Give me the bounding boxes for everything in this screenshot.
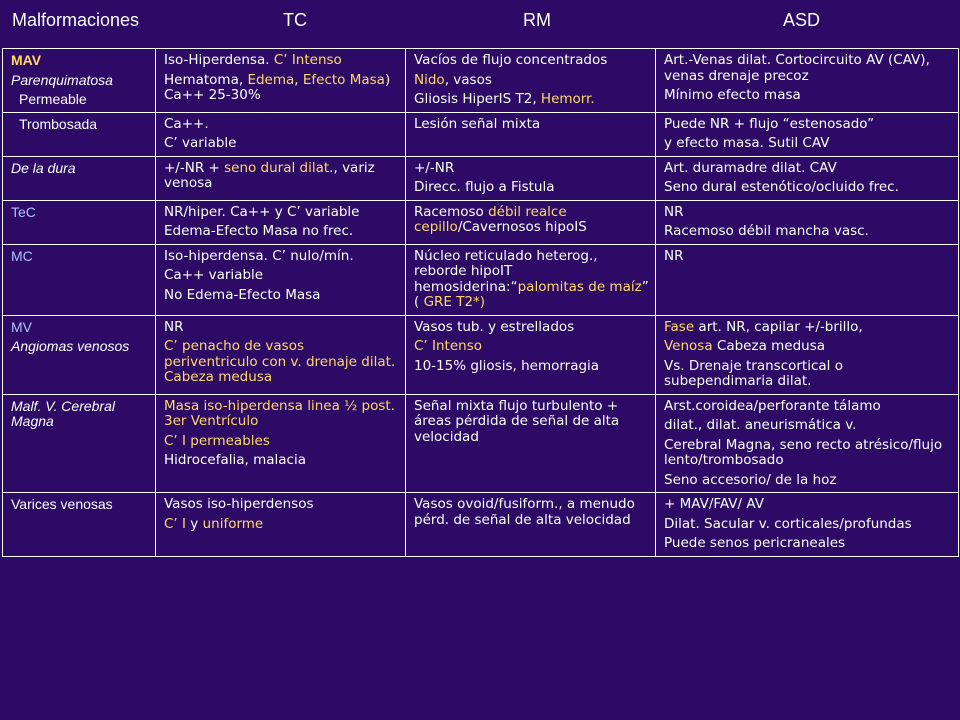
cell-label-varices	[3, 493, 156, 557]
text-tc-mav-2a: Hematoma,	[164, 71, 248, 88]
text-tc-mv-2a: C’ penacho de vasos periventriculo con v. drenaje dilat.	[164, 338, 396, 370]
text-tc-mav-1b: C’ Intenso	[273, 52, 342, 68]
cell-label-dura	[3, 156, 156, 200]
text-rm-tec-c: /Cavernosos hipoIS	[457, 219, 587, 235]
text-tc-varices-2b: y	[186, 515, 203, 532]
label-permeable: Permeable	[19, 91, 87, 107]
text-asd-galeno-4: Seno accesorio/ de la hoz	[664, 471, 837, 488]
text-rm-mv-1: Vasos tub. y estrellados	[414, 318, 575, 335]
label-mav: MAV	[11, 52, 42, 68]
cell-rm-varices	[406, 493, 656, 557]
cell-tc-galeno	[156, 394, 406, 493]
text-rm-tec-a: Racemoso	[414, 203, 489, 220]
text-tc-tec-1: NR/hiper. Ca++ y C’ variable	[164, 203, 360, 220]
text-asd-tec-1: NR	[664, 203, 684, 220]
text-tc-mc-3: No Edema-Efecto Masa	[164, 286, 321, 303]
text-asd-mv-3: Vs. Drenaje transcortical o subependimaria dilat.	[664, 357, 843, 389]
text-tc-mc-1: Iso-hiperdensa. C’ nulo/mín.	[164, 247, 354, 264]
text-asd-galeno-1: Arst.coroidea/perforante tálamo	[664, 397, 881, 414]
cell-asd-mc	[656, 244, 959, 315]
header-rm: RM	[523, 10, 551, 30]
cell-rm-trombosada	[406, 112, 656, 156]
text-asd-tec-2: Racemoso débil mancha vasc.	[664, 223, 869, 239]
header-tc: TC	[283, 10, 307, 30]
cell-rm-galeno	[406, 394, 656, 493]
text-rm-mav-3b: Hemorr.	[540, 91, 595, 107]
cell-asd-varices	[656, 493, 959, 557]
text-tc-tec-2: Edema-Efecto Masa no frec.	[164, 223, 354, 239]
cell-rm-tec	[406, 200, 656, 244]
header-asd: ASD	[783, 10, 821, 30]
label-trombosada: Trombosada	[19, 115, 98, 132]
text-tc-mav-1a: Iso-Hiperdensa.	[164, 52, 274, 68]
cell-asd-galeno	[656, 394, 959, 493]
text-asd-mv-1b: art. NR, capilar +/-brillo,	[694, 318, 863, 335]
cell-asd-dura	[656, 156, 959, 200]
text-asd-mav-1: Art.-Venas dilat. Cortocircuito AV (CAV), venas drenaje precoz	[664, 52, 930, 84]
text-rm-mav-3a: Gliosis HiperIS T2,	[414, 91, 541, 107]
cell-asd-trombosada	[656, 112, 959, 156]
table-header	[0, 0, 960, 42]
cell-tc-dura	[156, 156, 406, 200]
text-asd-galeno-3: Cerebral Magna, seno recto atrésico/flujo lento/trombosado	[664, 436, 943, 468]
label-galeno: Malf. V. Cerebral Magna	[11, 397, 115, 429]
cell-tc-tec	[156, 200, 406, 244]
text-asd-trombosada-1: Puede NR + flujo “estenosado”	[664, 115, 875, 132]
cell-tc-mav	[156, 49, 406, 113]
text-asd-dura-2: Seno dural estenótico/ocluido frec.	[664, 179, 899, 195]
text-rm-varices: Vasos ovoid/fusiform., a menudo pérd. de señal de alta velocidad	[414, 496, 635, 528]
text-asd-galeno-2: dilat., dilat. aneurismática v.	[664, 417, 857, 433]
text-rm-mc-c: ” (	[414, 278, 649, 310]
table-row-dura	[3, 156, 959, 200]
text-asd-mv-1a: Fase	[664, 318, 695, 335]
cell-label-trombosada	[3, 112, 156, 156]
table-row-tec	[3, 200, 959, 244]
text-tc-varices-1: Vasos iso-hiperdensos	[164, 496, 314, 512]
table-row-varices	[3, 493, 959, 557]
text-tc-mc-2: Ca++ variable	[164, 267, 264, 283]
text-tc-mav-2d: Efecto Masa	[302, 71, 385, 88]
text-rm-dura-2: Direcc. flujo a Fistula	[414, 179, 555, 195]
text-rm-mav-2b: , vasos	[444, 71, 492, 88]
text-asd-dura-1: Art. duramadre dilat. CAV	[664, 159, 837, 176]
cell-asd-mav	[656, 49, 959, 113]
label-tec: TeC	[11, 203, 36, 220]
cell-rm-dura	[406, 156, 656, 200]
text-rm-mc-d: GRE T2*)	[423, 294, 486, 310]
text-tc-trombosada-1: Ca++.	[164, 115, 209, 132]
text-rm-trombosada: Lesión señal mixta	[414, 115, 541, 132]
text-asd-mv-2b: Cabeza medusa	[712, 338, 826, 354]
cell-label-tec	[3, 200, 156, 244]
text-tc-galeno-3: Hidrocefalia, malacia	[164, 452, 306, 468]
text-asd-varices-2: Dilat. Sacular v. corticales/profundas	[664, 515, 912, 532]
text-rm-mav-1: Vacíos de flujo concentrados	[414, 52, 608, 68]
cell-tc-trombosada	[156, 112, 406, 156]
text-asd-trombosada-2: y efecto masa. Sutil CAV	[664, 135, 830, 151]
cell-rm-mc	[406, 244, 656, 315]
cell-tc-mv	[156, 315, 406, 394]
text-tc-varices-2c: uniforme	[202, 515, 264, 532]
text-rm-mc-a: Núcleo reticulado heterog., reborde hipoIT hemosiderina:“	[414, 247, 598, 295]
text-rm-galeno: Señal mixta flujo turbulento + áreas pérdida de señal de alta velocidad	[414, 397, 620, 445]
text-asd-mav-2: Mínimo efecto masa	[664, 87, 801, 103]
cell-tc-mc	[156, 244, 406, 315]
label-mv: MV	[11, 318, 32, 335]
text-asd-mc: NR	[664, 247, 684, 264]
label-angiomas-venosos: Angiomas venosos	[11, 338, 130, 354]
cell-rm-mav	[406, 49, 656, 113]
header-malformaciones: Malformaciones	[12, 10, 140, 30]
text-rm-mv-2: C’ Intenso	[414, 338, 482, 354]
label-parenquimatosa: Parenquimatosa	[11, 71, 113, 88]
table-row-mv	[3, 315, 959, 394]
text-asd-mv-2a: Venosa	[664, 338, 713, 354]
cell-label-mav	[3, 49, 156, 113]
text-tc-mav-2b: Edema	[247, 71, 295, 88]
text-tc-dura-b: seno dural dilat.	[224, 159, 334, 176]
text-rm-dura-1: +/-NR	[414, 159, 455, 176]
text-rm-mc-b: palomitas de maíz	[517, 278, 642, 295]
cell-label-galeno	[3, 394, 156, 493]
text-tc-mv-1: NR	[164, 318, 184, 335]
text-tc-mav-2c: ,	[294, 71, 303, 88]
text-tc-galeno-2: C’ I permeables	[164, 432, 270, 449]
malformations-table	[2, 48, 959, 557]
text-tc-galeno-1: Masa iso-hiperdensa linea ½ post. 3er Ventrículo	[164, 397, 395, 429]
text-tc-dura-c: , variz venosa	[164, 159, 375, 191]
text-asd-varices-3: Puede senos pericraneales	[664, 535, 846, 551]
text-asd-varices-1: + MAV/FAV/ AV	[664, 496, 764, 512]
cell-label-mv	[3, 315, 156, 394]
label-dura: De la dura	[11, 159, 76, 176]
text-tc-varices-2a: C’ I	[164, 515, 186, 532]
label-mc: MC	[11, 247, 33, 264]
table-row-mav	[3, 49, 959, 113]
cell-asd-tec	[656, 200, 959, 244]
label-varices: Varices venosas	[11, 496, 113, 512]
text-rm-mav-2a: Nido	[414, 71, 445, 88]
text-tc-mav-2e: ) Ca++ 25-30%	[164, 71, 391, 103]
cell-rm-mv	[406, 315, 656, 394]
table-row-trombosada	[3, 112, 959, 156]
text-tc-trombosada-2: C’ variable	[164, 135, 237, 151]
text-tc-dura-a: +/-NR +	[164, 159, 225, 176]
table-row-mc	[3, 244, 959, 315]
text-rm-mv-3: 10-15% gliosis, hemorragia	[414, 357, 600, 374]
cell-tc-varices	[156, 493, 406, 557]
cell-asd-mv	[656, 315, 959, 394]
text-tc-mv-2b: Cabeza medusa	[164, 369, 273, 385]
table-row-galeno	[3, 394, 959, 493]
cell-label-mc	[3, 244, 156, 315]
text-rm-tec-b: débil realce cepillo	[414, 203, 567, 235]
